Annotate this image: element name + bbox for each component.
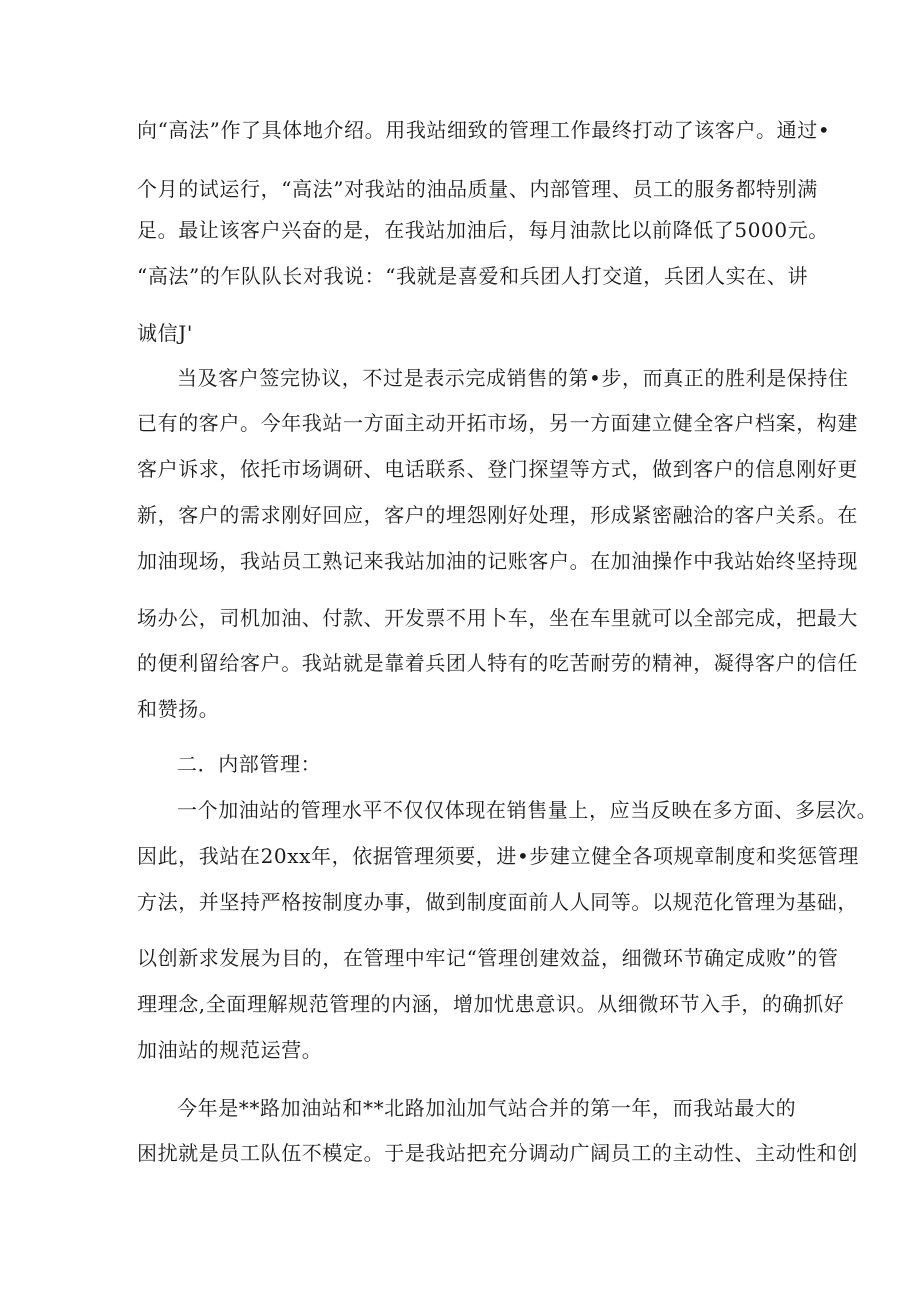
text-line-22: 困扰就是员工队伍不模定。于是我站把充分调动广阔员工的主动性、主动性和创 — [137, 1141, 858, 1165]
text-line-20: 加油站的规范运营。 — [137, 1038, 323, 1062]
text-line-12: 的便利留给客户。我站就是靠着兵团人特有的吃苦耐劳的精神，凝得客户的信任 — [137, 651, 858, 675]
text-line-11: 场办公，司机加油、付款、开发票不用卜车，坐在车里就可以全部完成，把最大 — [137, 606, 858, 630]
text-line-10: 加油现场，我站员工熟记来我站加油的记账客户。在加油操作中我站始终坚持现 — [137, 549, 858, 573]
text-line-2: 个月的试运行，“高法”对我站的油品质量、内部管理、员工的服务都特别满 — [137, 177, 818, 201]
text-line-8: 客户诉求，依托市场调研、电话联系、登门探望等方式，做到客户的信息刚好更 — [137, 457, 858, 481]
text-line-13: 和赞扬。 — [137, 697, 220, 721]
text-line-6: 当及客户签完协议，不过是表示完成销售的第•步，而真正的胜利是保持住 — [177, 366, 849, 390]
text-line-1: 向“高法”作了具体地介绍。用我站细致的管理工作最终打动了该客户。通过• — [137, 118, 831, 142]
text-line-7: 已有的客户。今年我站一方面主动开拓市场，另一方面建立健全客户档案，构建 — [137, 411, 858, 435]
section-heading: 二．内部管理： — [177, 752, 322, 776]
text-line-9: 新，客户的需求刚好回应，客户的埋怨刚好处理，形成紧密融洽的客户关系。在 — [137, 503, 858, 527]
text-line-18: 以创新求发展为目的，在管理中牢记“管理创建效益，细微环节确定成败”的管 — [137, 946, 839, 970]
text-line-4: “高法”的乍队队长对我说：“我就是喜爱和兵团人打交道，兵团人实在、讲 — [137, 264, 809, 288]
text-line-17: 方法，并坚持严格按制度办事，做到制度面前人人同等。以规范化管理为基础， — [137, 890, 858, 914]
text-line-3: 足。最让该客户兴奋的是，在我站加油后，每月油款比以前降低了5000元。 — [137, 218, 829, 242]
text-line-15: 一个加油站的管理水平不仅仅体现在销售量上，应当反映在多方面、多层次。 — [177, 798, 878, 822]
text-line-16: 因此，我站在20xx年，依据管理须要，进•步建立健全各项规章制度和奖惩管理 — [137, 844, 860, 868]
text-line-5: 诚信J' — [137, 321, 193, 345]
text-line-19: 理理念,全面理解规范管理的内涵，增加忧患意识。从细微环节入手，的确抓好 — [137, 992, 845, 1016]
text-line-21: 今年是**路加油站和**北路加汕加气站合并的第一年，而我站最大的 — [177, 1096, 797, 1120]
